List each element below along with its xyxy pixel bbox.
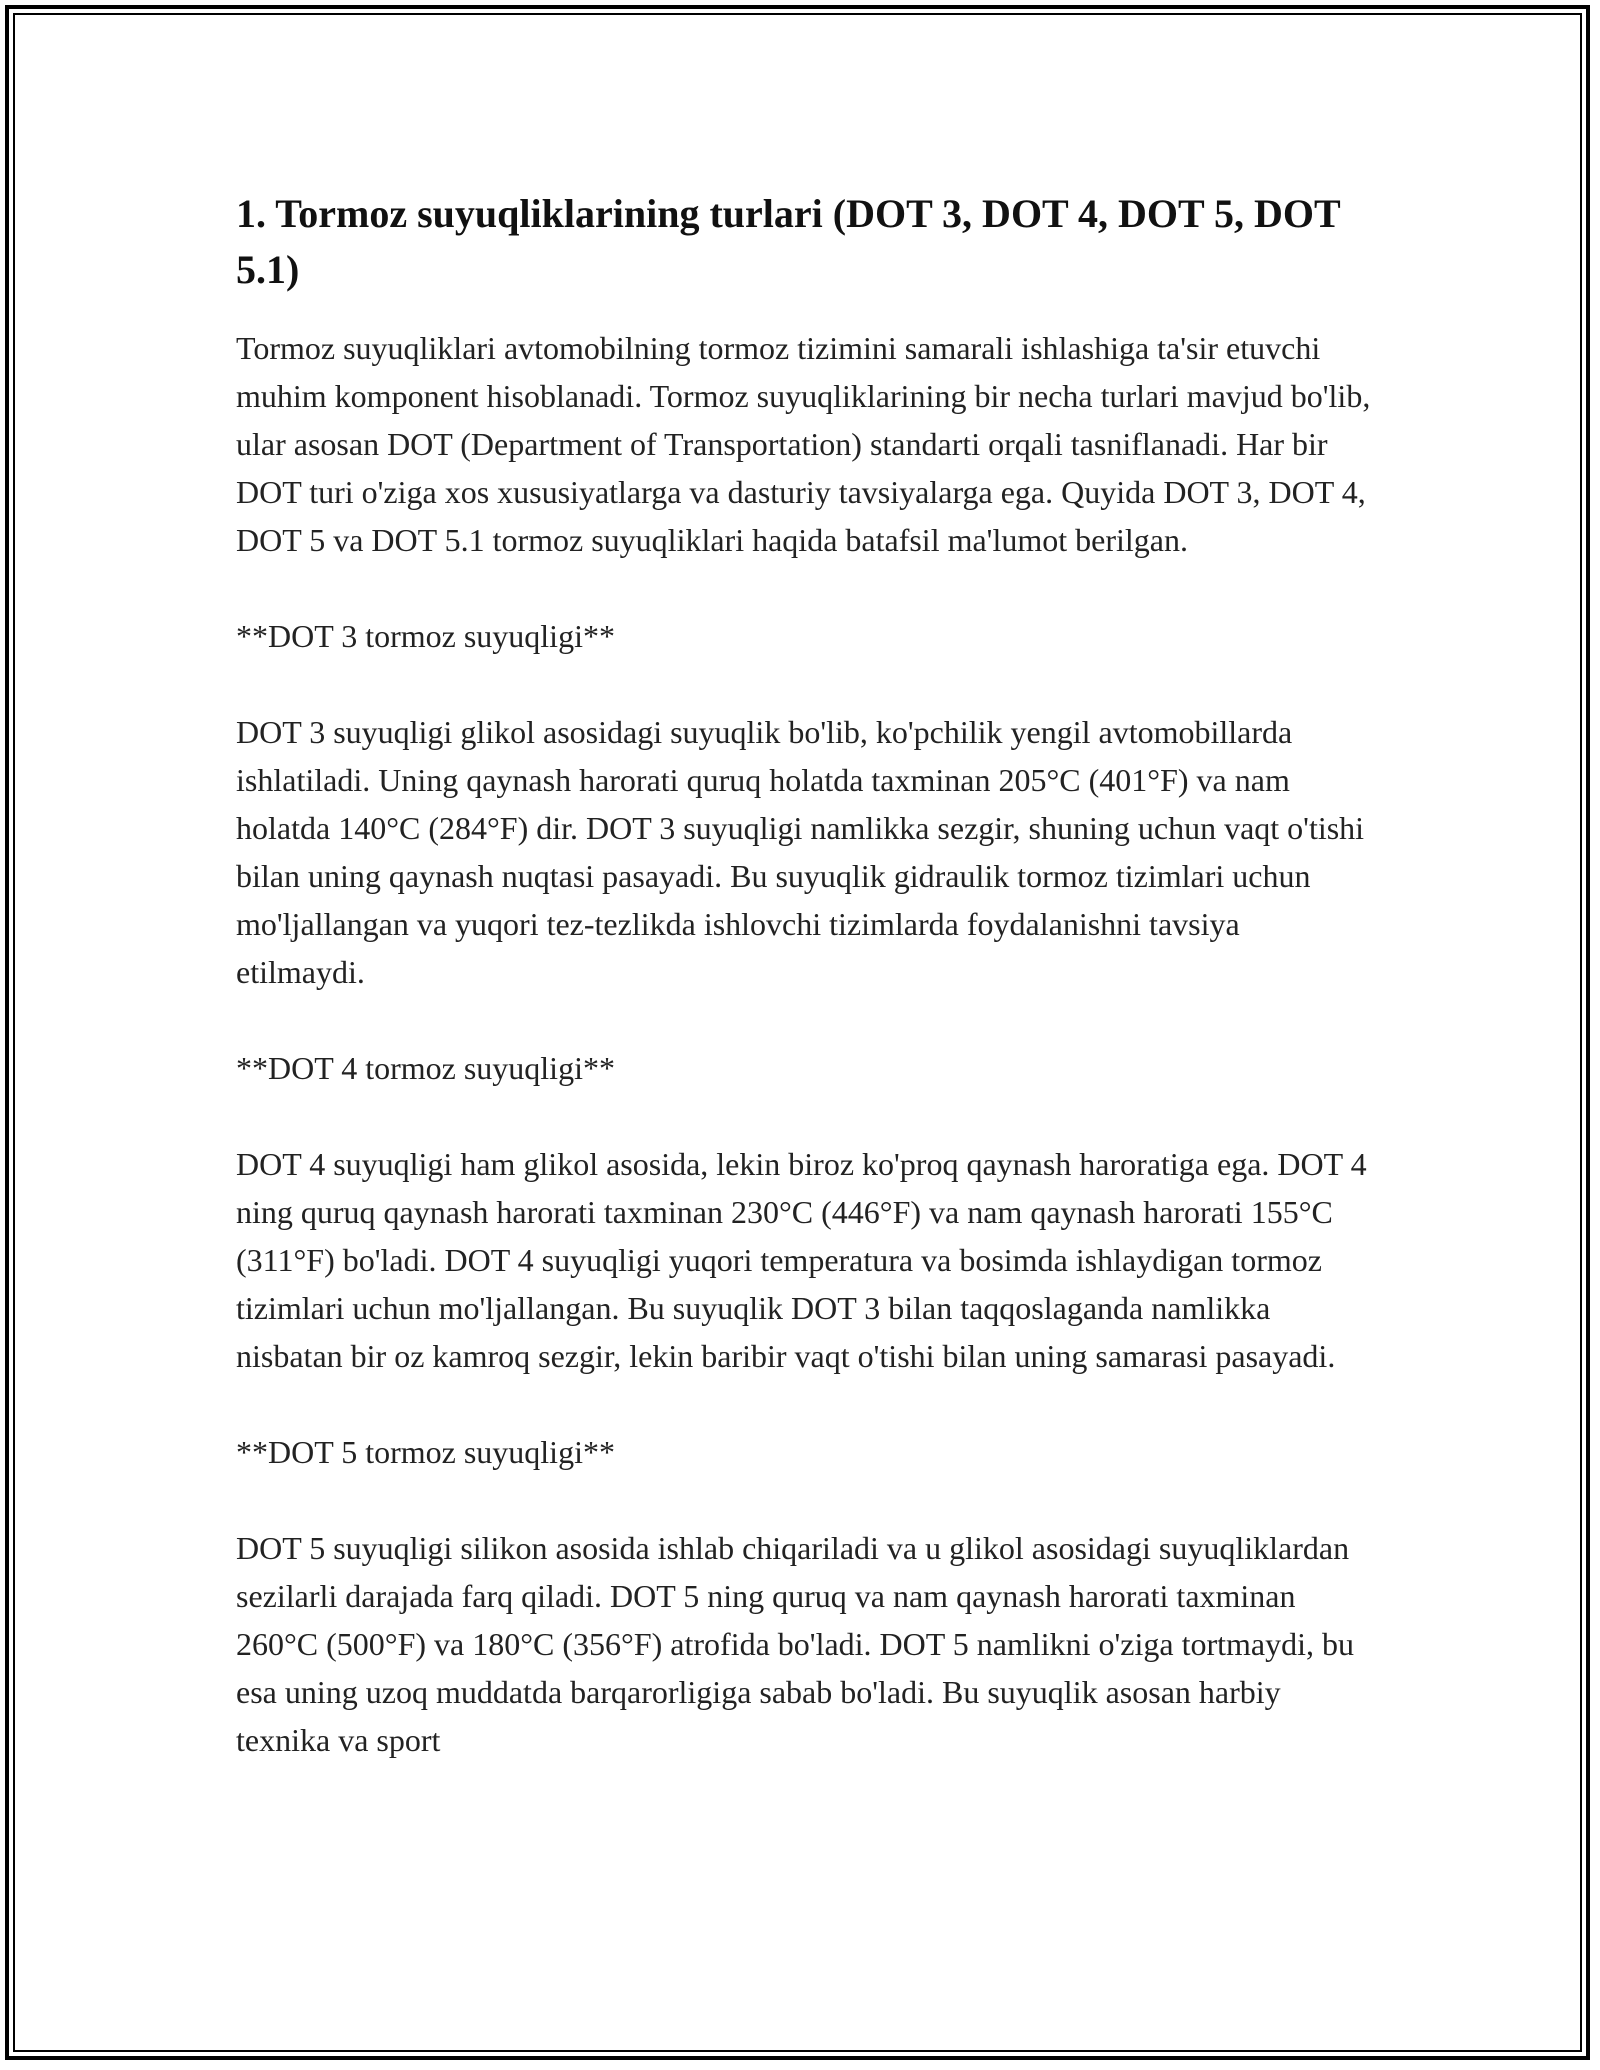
document-page: [236, 186, 1376, 1764]
dot4-body: DOT 4 suyuqligi ham glikol asosida, lekin biroz ko'proq qaynash haroratiga ega. DOT 4 ning quruq qaynash harorati taxminan 230°C (446°F) va nam qaynash harorati 155°C (311°F) bo'ladi. DOT 4 suyuqligi yuqori temperatura va bosimda ishlaydigan tormoz tizimlari uchun mo'ljallangan. Bu suyuqlik DOT 3 bilan taqqoslaganda namlikka nisbatan bir oz kamroq sezgir, lekin baribir vaqt o'tishi bilan uning samarasi pasayadi.: [236, 1146, 1367, 1374]
intro-paragraph: Tormoz suyuqliklari avtomobilning tormoz tizimini samarali ishlashiga ta'sir etuvchi muhim komponent hisoblanadi. Tormoz suyuqliklarining bir necha turlari mavjud bo'lib, ular asosan DOT (Department of Transportation) standarti orqali tasniflanadi. Har bir DOT turi o'ziga xos xususiyatlarga va dasturiy tavsiyalarga ega. Quyida DOT 3, DOT 4, DOT 5 va DOT 5.1 tormoz suyuqliklari haqida batafsil ma'lumot berilgan.: [236, 330, 1371, 558]
dot3-title: **DOT 3 tormoz suyuqligi**: [236, 618, 615, 654]
dot5-title: **DOT 5 tormoz suyuqligi**: [236, 1434, 615, 1470]
dot5-body: DOT 5 suyuqligi silikon asosida ishlab chiqariladi va u glikol asosidagi suyuqliklardan sezilarli darajada farq qiladi. DOT 5 ning quruq va nam qaynash harorati taxminan 260°C (500°F) va 180°C (356°F) atrofida bo'ladi. DOT 5 namlikni o'ziga tortmaydi, bu esa uning uzoq muddatda barqarorligiga sabab bo'ladi. Bu suyuqlik asosan harbiy texnika va sport: [236, 1530, 1354, 1758]
dot4-title: **DOT 4 tormoz suyuqligi**: [236, 1050, 615, 1086]
section-heading: 1. Tormoz suyuqliklarining turlari (DOT 3, DOT 4, DOT 5, DOT 5.1): [236, 191, 1340, 292]
dot3-body: DOT 3 suyuqligi glikol asosidagi suyuqlik bo'lib, ko'pchilik yengil avtomobillarda ishlatiladi. Uning qaynash harorati quruq holatda taxminan 205°C (401°F) va nam holatda 140°C (284°F) dir. DOT 3 suyuqligi namlikka sezgir, shuning uchun vaqt o'tishi bilan uning qaynash nuqtasi pasayadi. Bu suyuqlik gidraulik tormoz tizimlari uchun mo'ljallangan va yuqori tez-tezlikda ishlovchi tizimlarda foydalanishni tavsiya etilmaydi.: [236, 714, 1365, 990]
